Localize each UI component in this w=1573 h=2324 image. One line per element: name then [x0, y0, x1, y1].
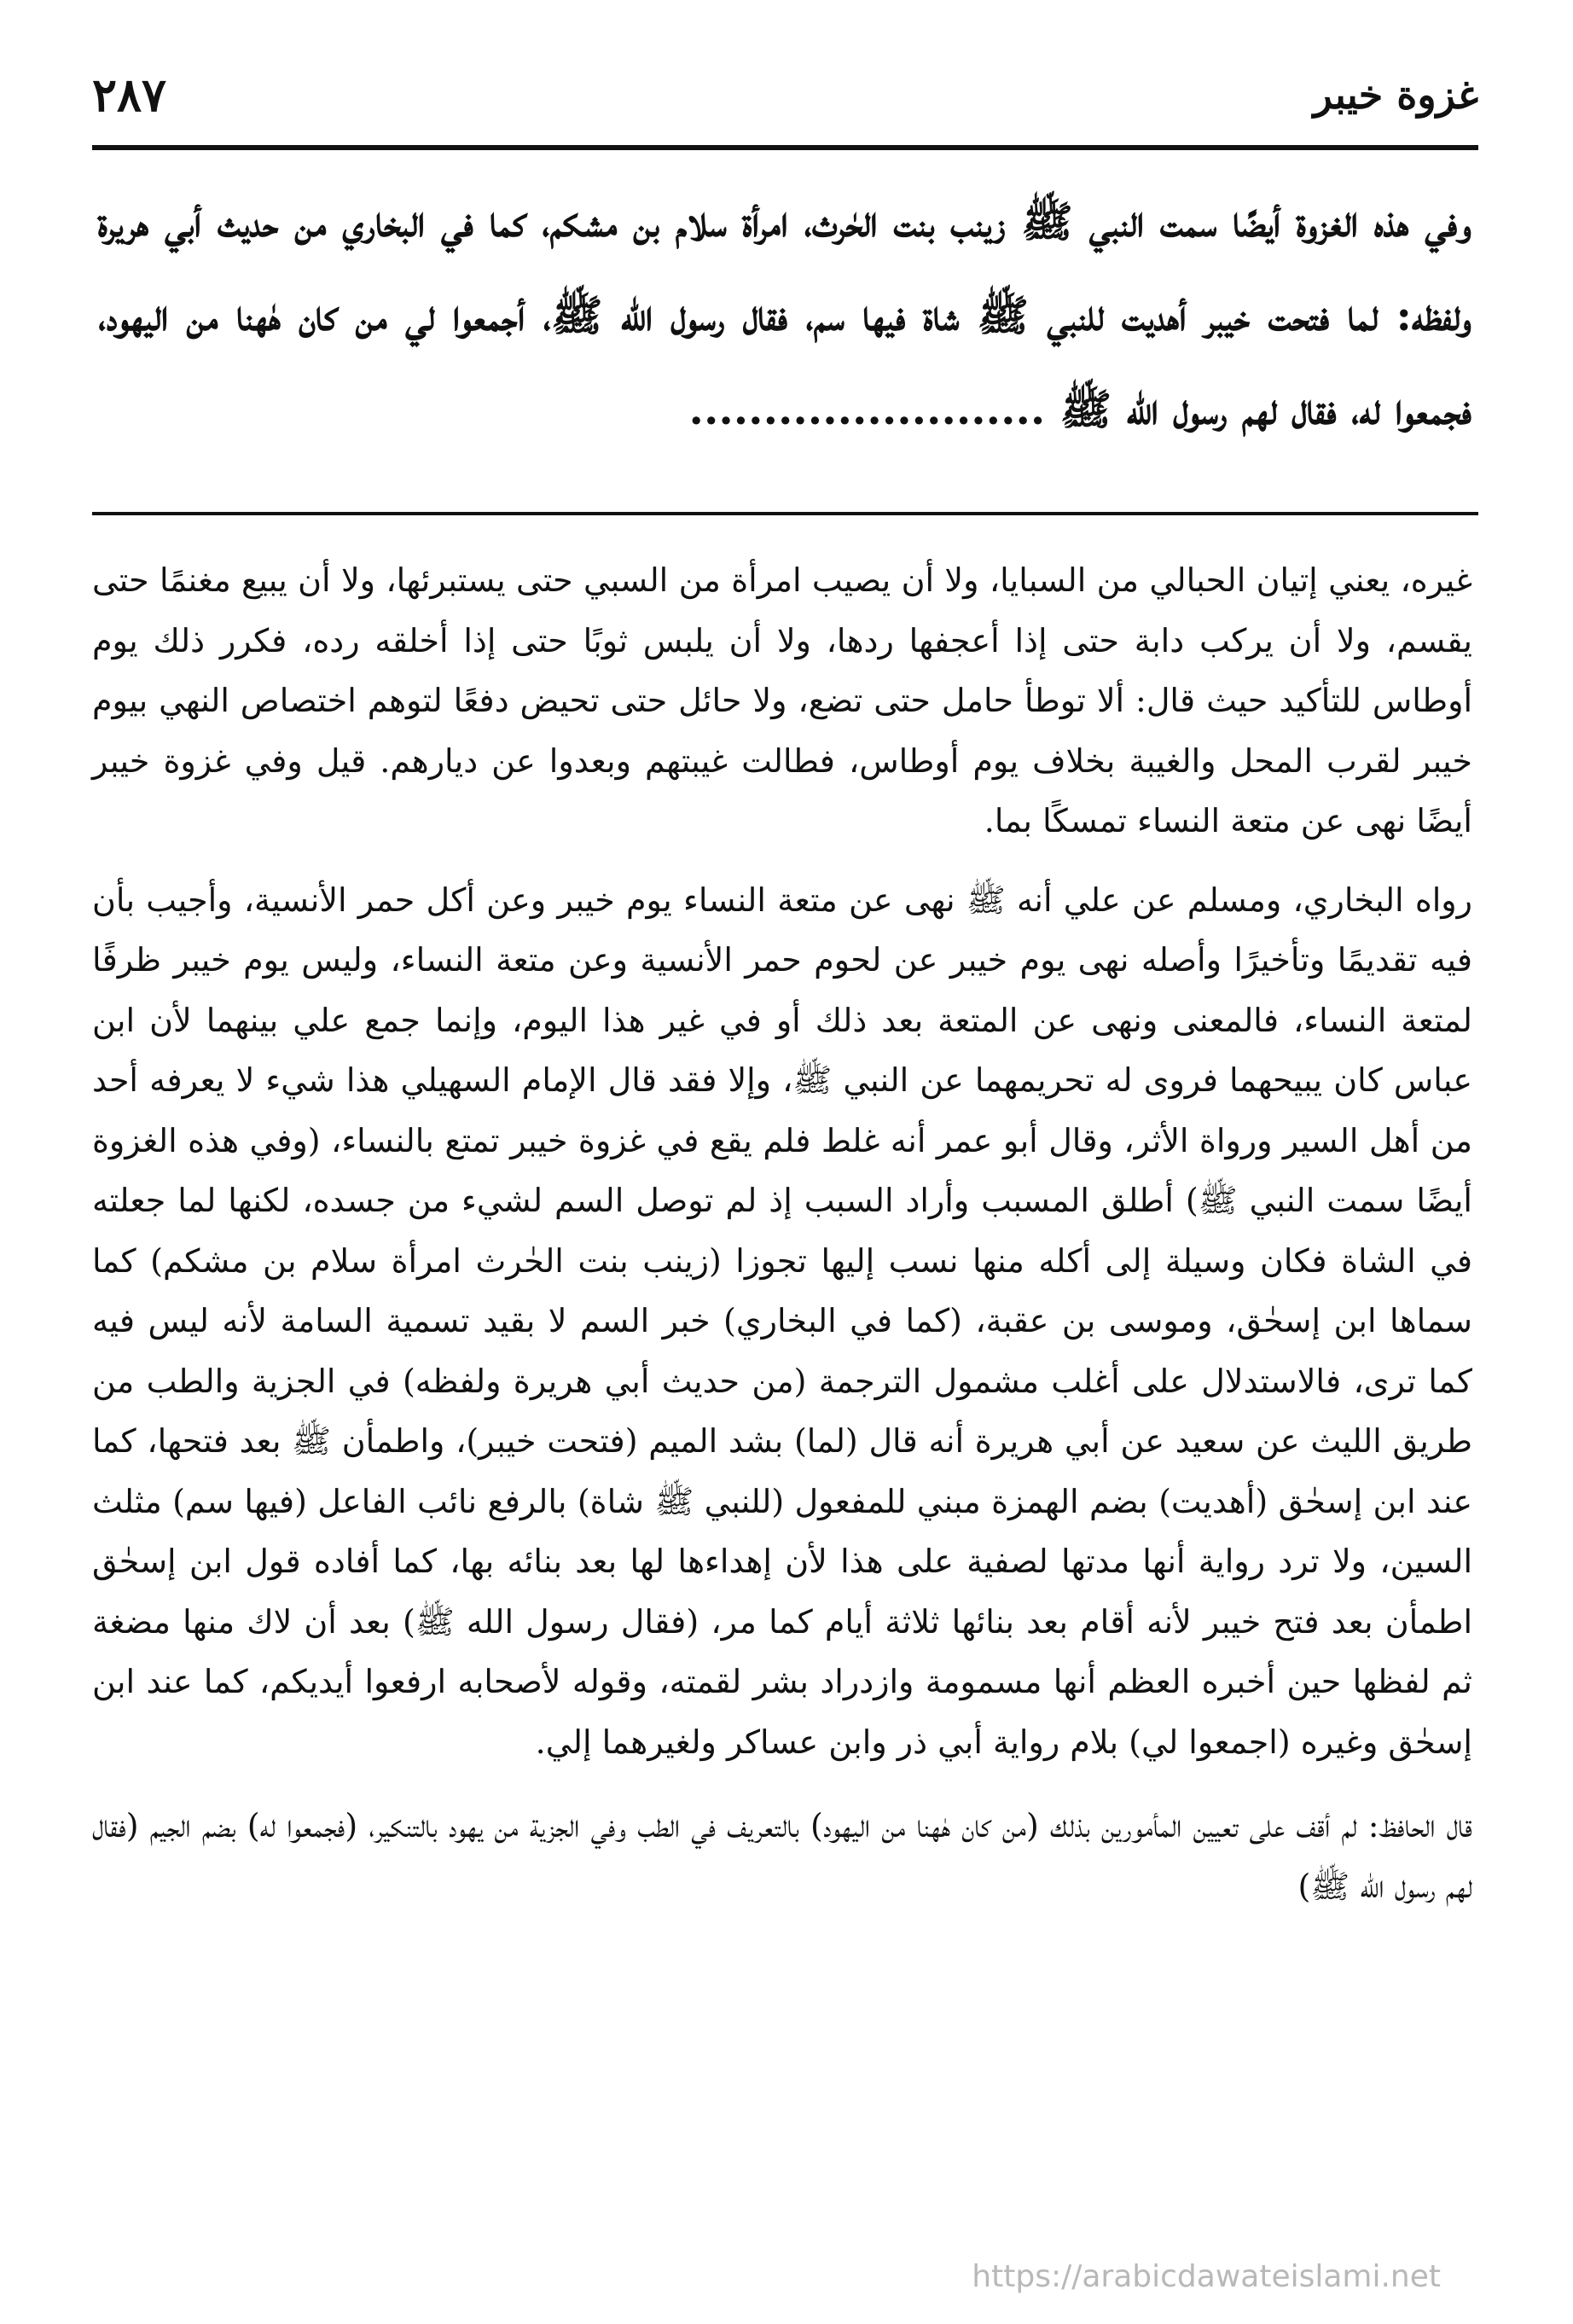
- section-divider: [92, 512, 1478, 515]
- continuation-dots: ........................: [688, 384, 1046, 434]
- page-header: [92, 60, 1478, 145]
- page-number: ٢٨٧: [92, 67, 167, 122]
- chapter-title: غزوة خيبر: [1313, 72, 1478, 118]
- commentary-paragraph: غيره، يعني إتيان الحبالي من السبايا، ولا أن يصيب امرأة من السبي حتى يستبرئها، ولا أن يبيع مغنمًا حتى يقسم، ولا أن يركب دابة حتى إذا أعجفها ردها، ولا أن يلبس ثوبًا حتى إذا أخلقه رده، فكرر ذلك يوم أوطاس للتأكيد حيث قال: ألا توطأ حامل حتى تضع، ولا حائل حتى تحيض دفعًا لتوهم اختصاص النهي بيوم خيبر لقرب المحل والغيبة بخلاف يوم أوطاس، فطالت غيبتهم وبعدوا عن ديارهم. قيل وفي غزوة خيبر أيضًا نهى عن متعة النساء تمسكًا بما.: [92, 561, 1472, 840]
- commentary-paragraph: رواه البخاري، ومسلم عن علي أنه ﷺ نهى عن متعة النساء يوم خيبر وعن أكل حمر الأنسية، وأجيب بأن فيه تقديمًا وتأخيرًا وأصله نهى يوم خيبر عن لحوم حمر الأنسية وعن متعة النساء، وليس يوم خيبر ظرفًا لمتعة النساء، فالمعنى ونهى عن المتعة بعد ذلك أو في غير هذا اليوم، وإنما جمع علي بينهما لأن ابن عباس كان يبيحهما فروى له تحريمهما عن النبي ﷺ، وإلا فقد قال الإمام السهيلي هذا شيء لا يعرفه أحد من أهل السير ورواة الأثر، وقال أبو عمر أنه غلط فلم يقع في غزوة خيبر تمتع بالنساء، (وفي هذه الغزوة أيضًا سمت النبي ﷺ) أطلق المسبب وأراد السبب إذ لم توصل السم لشيء من جسده، لكنها لما جعلته في الشاة فكان وسيلة إلى أكله منها نسب إليها تجوزا (زينب بنت الحٰرث امرأة سلام بن مشكم) كما سماها ابن إسحٰق، وموسى بن عقبة، (كما في البخاري) خبر السم لا بقيد تسمية السامة لأنه ليس فيه كما ترى، فالاستدلال على أغلب مشمول الترجمة (من حديث أبي هريرة ولفظه) في الجزية والطب من طريق الليث عن سعيد عن أبي هريرة أنه قال (لما) بشد الميم (فتحت خيبر)، واطمأن ﷺ بعد فتحها، كما عند ابن إسحٰق (أهديت) بضم الهمزة مبني للمفعول (للنبي ﷺ شاة) بالرفع نائب الفاعل (فيها سم) مثلث السين، ولا ترد رواية أنها مدتها لصفية على هذا لأن إهداءها لها بعد بنائه بها، كما أفاده قول ابن إسحٰق اطمأن بعد فتح خيبر لأنه أقام بعد بنائها ثلاثة أيام كما مر، (فقال رسول الله ﷺ) بعد أن لاك منها مضغة ثم لفظها حين أخبره العظم أنها مسمومة وازدراد بشر لقمته، وقوله لأصحابه ارفعوا أيديكم، كما عند ابن إسحٰق وغيره (اجمعوا لي) بلام رواية أبي ذر وابن عساكر ولغيرهما إلي.: [92, 880, 1472, 1761]
- main-text-body: وفي هذه الغزوة أيضًا سمت النبي ﷺ زينب بنت الحٰرث، امرأة سلام بن مشكم، كما في البخاري من حديث أبي هريرة ولفظه: لما فتحت خيبر أهديت للنبي ﷺ شاة فيها سم، فقال رسول الله ﷺ، أجمعوا لي من كان هٰهنا من اليهود، فجمعوا له، فقال لهم رسول الله ﷺ: [98, 196, 1471, 434]
- commentary: [92, 550, 1472, 1916]
- commentary-paragraph: قال الحافظ: لم أقف على تعيين المأمورين بذلك (من كان هٰهنا من اليهود) بالتعريف في الطب وفي الجزية من يهود بالتنكير، (فجمعوا له) بضم الجيم (فقال لهم رسول الله ﷺ): [92, 1807, 1472, 1905]
- main-text: [98, 175, 1471, 456]
- header-rule: [92, 145, 1478, 150]
- watermark-url: https://arabicdawateislami.net: [972, 2259, 1441, 2294]
